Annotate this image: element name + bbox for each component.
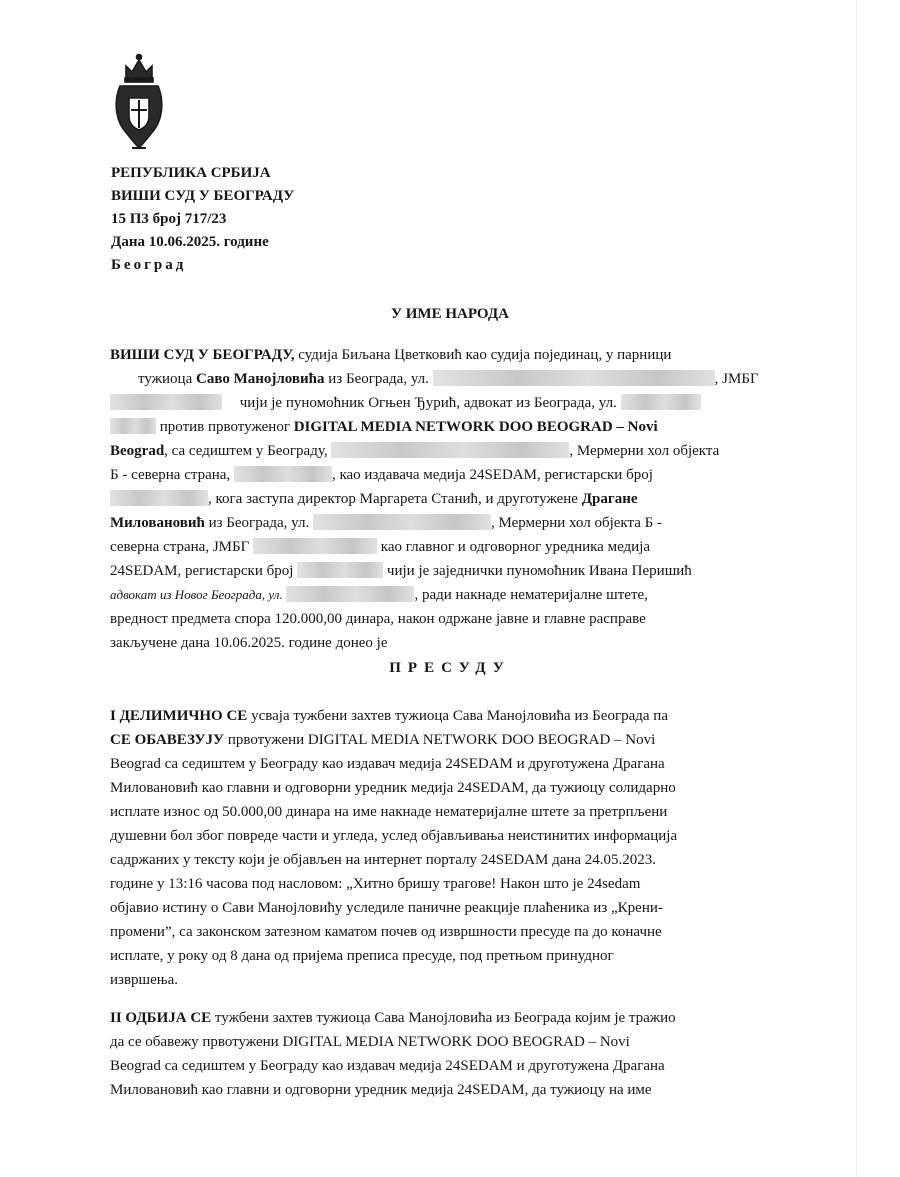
redacted-address: [621, 394, 701, 410]
second-defendant-name: Миловановић: [110, 515, 205, 531]
intro-line-11: адвокат из Новог Београда, ул. , ради накнаде нематеријалне штете,: [110, 587, 648, 603]
intro-line-7: , кога заступа директор Маргарета Станић, и друготужене Драгане: [110, 489, 638, 509]
section-1-line-12: извршења.: [110, 972, 178, 988]
redacted-id: [110, 490, 208, 506]
section-1-line-9: објавио истину о Сави Манојловићу уследиле паничне реакције плаћеника из „Крени-: [110, 900, 663, 916]
document-date: Дана 10.06.2025. године: [111, 234, 269, 250]
section-2-line-4: Миловановић као главни и одговорни уредник медија 24SEDAM, да тужиоцу на име: [110, 1082, 652, 1098]
redacted-jmbg: [253, 538, 377, 554]
intro-line-12: вредност предмета спора 120.000,00 динара, након одржане јавне и главне расправе: [110, 611, 646, 627]
page-edge: [856, 0, 857, 1177]
plaintiff-name: Саво Манојловића: [196, 371, 325, 387]
section-1-line-3: Beograd са седиштем у Београду као издавач медија 24SEDAM и друготужена Драгана: [110, 756, 665, 772]
intro-line-3: чији је пуномоћник Огњен Ђурић, адвокат из Београда, ул.: [110, 393, 701, 413]
first-defendant-name: DIGITAL MEDIA NETWORK DOO BEOGRAD – Novi: [293, 419, 658, 435]
section-2-line-2: да се обавежу првотужени DIGITAL MEDIA NETWORK DOO BEOGRAD – Novi: [110, 1034, 630, 1050]
section-2-line-1: II ОДБИЈА СЕ тужбени захтев тужиоца Сава Манојловића из Београда којим је тражио: [110, 1010, 676, 1026]
redacted-jmbg: [110, 394, 222, 410]
coat-of-arms-icon: [112, 52, 166, 156]
case-number: 15 П3 број 717/23: [111, 211, 227, 227]
intro-line-13: закључене дана 10.06.2025. године донео је: [110, 635, 388, 651]
court-name: ВИШИ СУД У БЕОГРАДУ: [111, 188, 295, 204]
intro-line-2: тужиоца Саво Манојловића из Београда, ул. , ЈМБГ: [138, 371, 759, 387]
redacted-id: [297, 562, 383, 578]
intro-line-1: ВИШИ СУД У БЕОГРАДУ, судија Биљана Цветковић као судија појединац, у парници: [110, 347, 672, 363]
section-1-line-11: исплате, у року од 8 дана од пријема преписа пресуде, под претњом принудног: [110, 948, 614, 964]
intro-line-5: Beograd, са седиштем у Београду, , Мермерни хол објекта: [110, 443, 720, 459]
intro-line-6: Б - северна страна, , као издавача медија 24SEDAM, регистарски број: [110, 467, 653, 483]
court-name-inline: ВИШИ СУД У БЕОГРАДУ,: [110, 347, 295, 363]
redacted-address: [313, 514, 491, 530]
republic-name: РЕПУБЛИКА СРБИЈА: [111, 165, 271, 181]
heading-in-name-of-people: У ИМЕ НАРОДА: [391, 306, 509, 322]
section-1-line-6: душевни бол због повреде части и угледа, услед објављивања неистинитих информација: [110, 828, 678, 844]
redacted-id: [234, 466, 332, 482]
court-header: [111, 162, 294, 277]
section-1-line-8: године у 13:16 часова под насловом: „Хитно бришу трагове! Након што је 24sedam: [110, 876, 641, 892]
section-1-line-7: садржаних у тексту који је објављен на интернет порталу 24SEDAM дана 24.05.2023.: [110, 852, 657, 868]
intro-line-8: Миловановић из Београда, ул. , Мермерни хол објекта Б -: [110, 515, 663, 531]
intro-line-9: северна страна, ЈМБГ као главног и одговорног уредника медија: [110, 539, 651, 555]
redacted-address: [331, 442, 569, 458]
intro-line-4: против првотуженог DIGITAL MEDIA NETWORK DOO BEOGRAD – Novi: [110, 417, 658, 437]
heading-verdict: ПРЕСУДУ: [389, 660, 511, 676]
redacted-address: [433, 370, 715, 386]
redacted-address: [286, 586, 414, 602]
section-1-line-10: промени”, са законском затезном каматом почев од извршности пресуде па до коначне: [110, 924, 662, 940]
redacted-address: [110, 418, 156, 434]
section-1-line-2: СЕ ОБАВЕЗУЈУ првотужени DIGITAL MEDIA NETWORK DOO BEOGRAD – Novi: [110, 732, 656, 748]
intro-line-10: 24SEDAM, регистарски број чији је заједнички пуномоћник Ивана Перишић: [110, 563, 692, 579]
document-city: Београд: [111, 257, 187, 273]
section-2-line-3: Beograd са седиштем у Београду као издавач медија 24SEDAM и друготужена Драгана: [110, 1058, 665, 1074]
section-1-line-4: Миловановић као главни и одговорни уредник медија 24SEDAM, да тужиоцу солидарно: [110, 780, 676, 796]
section-1-line-1: I ДЕЛИМИЧНО СЕ усваја тужбени захтев тужиоца Сава Манојловића из Београда па: [110, 708, 668, 724]
section-1-line-5: исплате износ од 50.000,00 динара на име накнаде нематеријалне штете за претрпљени: [110, 804, 668, 820]
